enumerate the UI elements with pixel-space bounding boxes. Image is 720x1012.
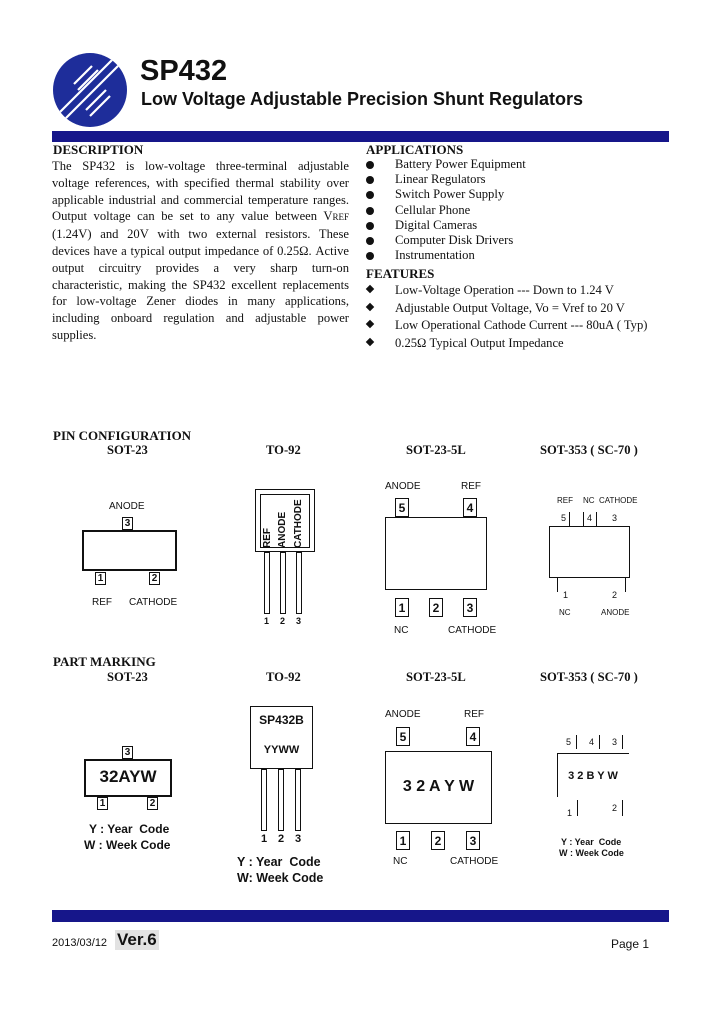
page-subtitle: Low Voltage Adjustable Precision Shunt Regulators	[141, 89, 584, 109]
page-title: SP432	[140, 55, 228, 87]
pin-sot235-nc-label: NC	[394, 625, 409, 636]
pm-sot235-anode-label: ANODE	[385, 709, 421, 720]
company-logo	[52, 52, 128, 128]
pm-sot235-pin5: 5	[396, 727, 410, 746]
pin-sot353-anode-label: ANODE	[601, 608, 630, 617]
list-item: Low Operational Cathode Current --- 80uA ( Typ)	[366, 317, 647, 335]
description-heading: DESCRIPTION	[53, 142, 144, 157]
pm-sot353-pin4: 4	[589, 737, 595, 747]
pin-sot23-pin1: 1	[95, 572, 106, 585]
pin-sot353-ref-label: REF	[557, 496, 573, 505]
pin-sot235-ref-label: REF	[461, 481, 481, 492]
pm-sot353-pin5: 5	[566, 737, 572, 747]
pm-to92-leg3	[295, 769, 301, 831]
pm-sot353-week: W : Week Code	[559, 848, 624, 858]
list-item: Low-Voltage Operation --- Down to 1.24 V	[366, 282, 647, 300]
pm-sot23-week: W : Week Code	[84, 838, 171, 852]
pm-sot353-mark: 3 2 B Y W	[568, 770, 618, 782]
applications-heading: APPLICATIONS	[366, 142, 464, 157]
pm-sot235-cathode-label: CATHODE	[450, 856, 499, 867]
header-divider	[52, 131, 669, 142]
list-item: Computer Disk Drivers	[366, 233, 526, 248]
list-item: Digital Cameras	[366, 218, 526, 233]
pm-sot235-title: SOT-23-5L	[406, 670, 466, 684]
pin-sot235-pin1: 1	[395, 598, 409, 617]
pin-sot235-pin3: 3	[463, 598, 477, 617]
list-item: 0.25Ω Typical Output Impedance	[366, 335, 647, 353]
list-item: Linear Regulators	[366, 172, 526, 187]
pm-to92-leg2	[278, 769, 284, 831]
list-item: Switch Power Supply	[366, 187, 526, 202]
pin-sot23-title: SOT-23	[107, 443, 148, 457]
footer-divider	[52, 910, 669, 922]
list-item: Instrumentation	[366, 248, 526, 263]
pm-sot23-mark: 32AYW	[99, 767, 157, 786]
list-item: Adjustable Output Voltage, Vo = Vref to 20 V	[366, 300, 647, 318]
pm-sot353-pin1: 1	[567, 808, 573, 818]
pin-sot353-pin3: 3	[612, 513, 618, 523]
pm-sot23-year: Y : Year Code	[89, 822, 170, 836]
pin-sot353-nc2-label: NC	[559, 608, 571, 617]
pin-sot235-cathode-label: CATHODE	[448, 625, 497, 636]
pin-sot23-anode-label: ANODE	[109, 501, 145, 512]
pin-sot353-pin5: 5	[561, 513, 567, 523]
pin-sot235-anode-label: ANODE	[385, 481, 421, 492]
footer-page: Page 1	[611, 937, 650, 951]
pm-sot23-pin2: 2	[147, 797, 158, 810]
pm-sot353-title: SOT-353 ( SC-70 )	[540, 670, 638, 684]
description-text: The SP432 is low-voltage three-terminal adjustable voltage references, with specified thermal stability over applicable industrial and commercial temperature ranges. Output voltage can be set to any value between VREF (1.24V) and 20V with two external resistors. These devices have a typical output impedance of 0.25Ω. Active output circuitry provides a very sharp turn-on characteristic, making the SP432 excellent replacements for low-voltage Zener diodes in many applications, including onboard regulation and adjustable power supplies.	[52, 159, 349, 342]
pin-to92-ref-label: REF	[262, 528, 273, 548]
pin-sot353-title: SOT-353 ( SC-70 )	[540, 443, 638, 457]
pm-to92-mark1: SP432B	[259, 713, 304, 727]
part-marking-heading: PART MARKING	[53, 654, 156, 669]
pm-sot235-pin1: 1	[396, 831, 410, 850]
list-item: Cellular Phone	[366, 203, 526, 218]
pm-to92-pin1-label: 1	[261, 833, 268, 845]
list-item: Battery Power Equipment	[366, 157, 526, 172]
pin-sot353-nc-label: NC	[583, 496, 595, 505]
pm-sot235-pin2: 2	[431, 831, 445, 850]
footer-version: Ver.6	[117, 930, 157, 949]
pin-sot23-pin2: 2	[149, 572, 160, 585]
pin-to92-pin3-label: 3	[296, 616, 302, 626]
footer-date: 2013/03/12	[52, 937, 108, 949]
pm-sot235-ref-label: REF	[464, 709, 484, 720]
pm-to92-pin3-label: 3	[295, 833, 302, 845]
pin-sot23-body	[82, 530, 177, 571]
pin-to92-leg3	[296, 552, 302, 614]
applications-list	[366, 157, 526, 263]
pm-sot353-pin3: 3	[612, 737, 618, 747]
pin-sot353-pin2: 2	[612, 590, 618, 600]
pin-sot353-pin4: 4	[587, 513, 593, 523]
pm-sot23-title: SOT-23	[107, 670, 148, 684]
pm-to92-week: W: Week Code	[237, 871, 324, 885]
pin-sot235-title: SOT-23-5L	[406, 443, 466, 457]
pin-sot235-pin5: 5	[395, 498, 409, 517]
pm-to92-leg1	[261, 769, 267, 831]
pm-sot353-year: Y : Year Code	[561, 837, 622, 847]
pm-to92-title: TO-92	[266, 670, 301, 684]
pin-sot23-cathode-label: CATHODE	[129, 597, 178, 608]
pm-sot23-pin3: 3	[122, 746, 133, 759]
pin-sot353-cathode-label: CATHODE	[599, 496, 638, 505]
pin-config-heading: PIN CONFIGURATION	[53, 428, 192, 443]
pin-sot353-body	[549, 526, 630, 578]
pm-sot353-body-top	[557, 753, 629, 754]
pin-to92-title: TO-92	[266, 443, 301, 457]
pin-to92-pin1-label: 1	[264, 616, 270, 626]
pm-sot353-pin2: 2	[612, 803, 618, 813]
pin-to92-anode-label: ANODE	[277, 511, 288, 548]
pin-sot23-ref-label: REF	[92, 597, 112, 608]
pm-to92-year: Y : Year Code	[237, 855, 321, 869]
pm-sot235-nc-label: NC	[393, 856, 408, 867]
pin-sot353-pin1: 1	[563, 590, 569, 600]
pin-sot235-pin2: 2	[429, 598, 443, 617]
pm-to92-mark2: YYWW	[263, 744, 300, 756]
pin-to92-cathode-label: CATHODE	[293, 499, 304, 548]
pin-sot235-pin4: 4	[463, 498, 477, 517]
pin-sot23-pin3: 3	[122, 517, 133, 530]
features-list	[366, 282, 647, 352]
features-heading: FEATURES	[366, 266, 435, 281]
pin-to92-leg1	[264, 552, 270, 614]
pin-to92-leg2	[280, 552, 286, 614]
pm-to92-pin2-label: 2	[278, 833, 285, 845]
pin-to92-pin2-label: 2	[280, 616, 286, 626]
pm-sot235-mark: 3 2 A Y W	[402, 778, 475, 795]
pm-sot235-pin3: 3	[466, 831, 480, 850]
pm-sot235-pin4: 4	[466, 727, 480, 746]
pin-sot235-body	[385, 517, 487, 590]
pm-sot23-pin1: 1	[97, 797, 108, 810]
